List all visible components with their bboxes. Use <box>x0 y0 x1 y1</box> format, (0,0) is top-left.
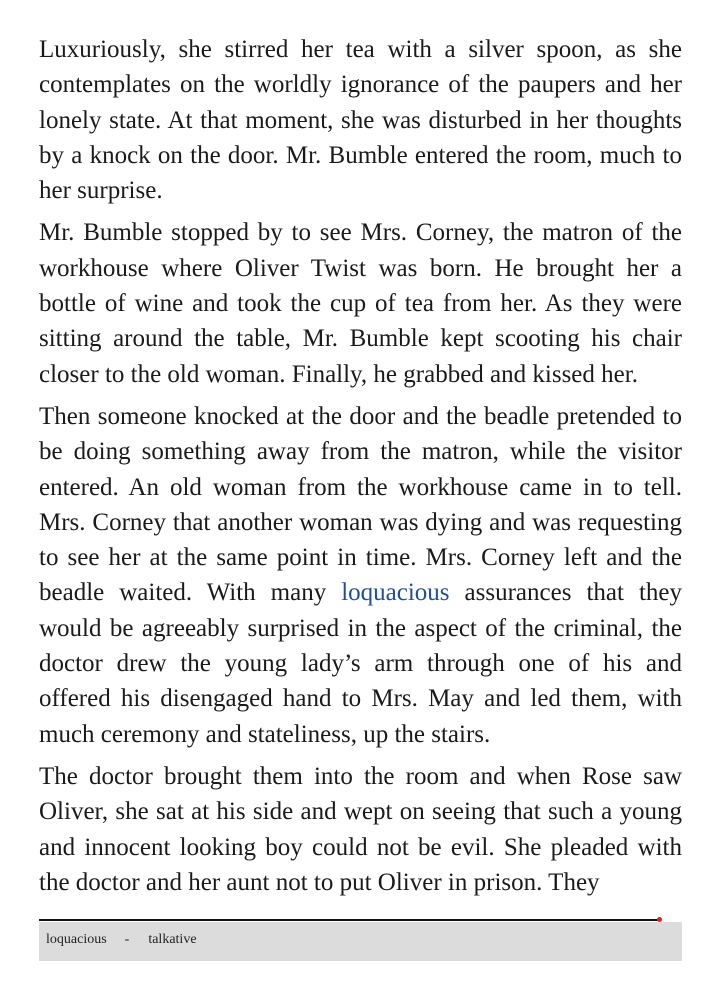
reading-text <box>39 32 682 907</box>
paragraph: The doctor brought them into the room and when Rose saw Oliver, she sat at his side and wept on seeing that such a young and innocent looking boy could not be evil. She pleaded with the doctor and her aunt not to put Oliver in prison. They <box>39 762 682 896</box>
paragraph: Luxuriously, she stirred her tea with a silver spoon, as she contemplates on the worldly ignorance of the paupers and her lonely state. At that moment, she was disturbed in her thoughts by a knock on the door. Mr. Bumble entered the room, much to her surprise. <box>39 36 682 205</box>
glossary-term: loquacious <box>46 932 107 947</box>
footnote-divider <box>39 919 659 921</box>
vocab-word-highlight: loquacious <box>341 579 450 607</box>
glossary-separator: - <box>124 932 130 947</box>
paragraph: Mr. Bumble stopped by to see Mrs. Corney, the matron of the workhouse where Oliver Twist was born. He brought her a bottle of wine and took the cup of tea from her. As they were sitting around the table, Mr. Bumble kept scooting his chair closer to the old woman. Finally, he grabbed and kissed her. <box>39 219 682 388</box>
glossary-definition: talkative <box>148 932 197 947</box>
paragraph-text: Then someone knocked at the door and the beadle pretended to be doing something away from the matron, while the visitor entered. An old woman from the workhouse came in to tell. Mrs. Corney that another woman was dying and was requesting to see her at the same point in time. Mrs. Corney left and the beadle waited. With many <box>39 402 682 607</box>
paragraph <box>39 399 682 752</box>
glossary-box <box>39 922 682 961</box>
paragraph-text: assurances that they would be agreeably surprised in the aspect of the criminal, the doctor drew the young lady’s arm through one of his and offered his disengaged hand to Mrs. May and led them, with much ceremony and stateliness, up the stairs. <box>39 579 682 748</box>
